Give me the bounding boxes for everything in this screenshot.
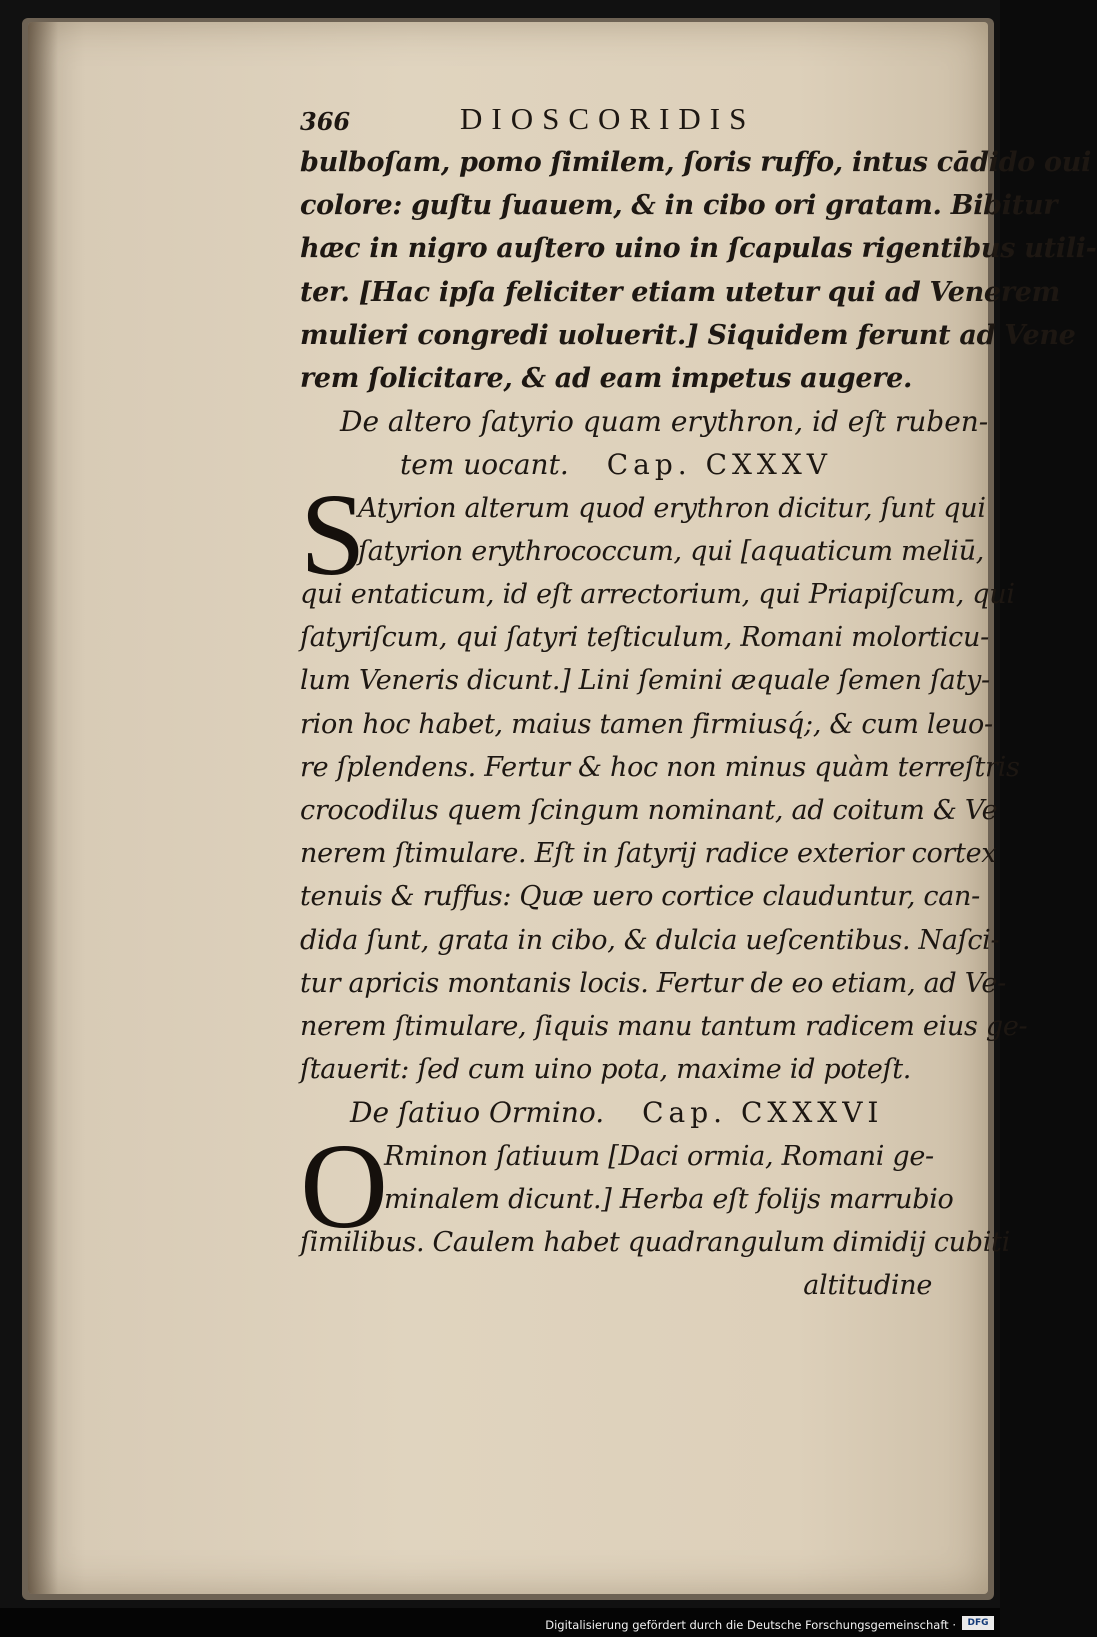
text-line: nerem ſtimulare, ſiquis manu tantum radicem eius ge-: [300, 1011, 1028, 1043]
text-line: rion hoc habet, maius tamen firmiusq́;, & cum leuo-: [300, 708, 993, 740]
text-line: nerem ſtimulare. Eſt in ſatyrij radice exterior cortex: [300, 838, 997, 870]
text-line: Atyrion alterum quod erythron dicitur, ſunt qui: [358, 492, 986, 524]
catchword: altitudine: [803, 1270, 932, 1302]
drop-cap: O: [300, 1118, 389, 1254]
chapter-paragraph: [300, 468, 1028, 1092]
text-line: hæc in nigro auſtero uino in ſcapulas rigentibus utili-: [300, 233, 1097, 265]
text-line: tenuis & ruffus: Quæ uero cortice clauduntur, can-: [300, 881, 980, 913]
text-line: dida ſunt, grata in cibo, & dulcia ueſcentibus. Naſci-: [300, 924, 1000, 956]
dfg-logo: DFG: [962, 1616, 994, 1630]
text-line: ter. [Hac ipſa feliciter etiam utetur qui ad Venerem: [300, 276, 1060, 308]
chapter-heading-end: tem uocant.: [400, 448, 569, 482]
text-line: ſtauerit: ſed cum uino pota, maxime id poteſt.: [300, 1054, 912, 1086]
text-line: tur apricis montanis locis. Fertur de eo etiam, ad Ve-: [300, 967, 1006, 999]
text-line: ſatyrion erythrococcum, qui [aquaticum meliū,: [358, 535, 985, 567]
text-line: lum Veneris dicunt.] Lini ſemini æquale ſemen ſaty-: [300, 665, 990, 697]
funding-credit: Digitalisierung gefördert durch die Deutsche Forschungsgemeinschaft ·: [545, 1618, 956, 1632]
text-line: qui entaticum, id eſt arrectorium, qui Priapiſcum, qui: [300, 579, 1015, 611]
chapter-heading: De ſatiuo Ormino.: [350, 1096, 605, 1130]
text-line: ſimilibus. Caulem habet quadrangulum dimidij cubiti: [300, 1227, 1010, 1259]
footer-bar: [0, 1608, 1000, 1637]
drop-cap: S: [300, 468, 366, 600]
text-line: mulieri congredi uoluerit.] Siquidem ferunt ad Vene: [300, 319, 1076, 351]
running-title: DIOSCORIDIS: [460, 101, 756, 136]
text-line: Rminon ſatiuum [Daci ormia, Romani ge-: [384, 1140, 934, 1172]
text-line: minalem dicunt.] Herba eſt folijs marrubio: [384, 1183, 954, 1215]
chapter-number: Cap. CXXXVI: [642, 1096, 884, 1130]
text-line: re ſplendens. Fertur & hoc non minus quàm terreſtris: [300, 751, 1020, 783]
text-line: ſatyriſcum, qui ſatyri teſticulum, Romani molorticu-: [300, 622, 989, 654]
page-gutter: [28, 22, 58, 1594]
page-number: 366: [300, 107, 351, 136]
text-line: colore: guſtu ſuauem, & in cibo ori gratam. Bibitur: [300, 190, 1058, 222]
chapter-heading-continued: [300, 443, 972, 486]
text-line: rem ſolicitare, & ad eam impetus augere.: [300, 363, 913, 395]
page-header: [300, 95, 972, 139]
text-line: bulboſam, pomo ſimilem, ſoris ruffo, intus cādido oui: [300, 147, 1092, 178]
page-text: [300, 95, 1097, 1307]
chapter-paragraph: [300, 1118, 1010, 1308]
chapter-heading: De altero ſatyrio quam erythron, id eſt ruben-: [340, 405, 989, 439]
chapter-heading-continued: [300, 1091, 972, 1134]
text-line: crocodilus quem ſcingum nominant, ad coitum & Ve: [300, 795, 998, 827]
chapter-number: Cap. CXXXV: [606, 448, 833, 482]
